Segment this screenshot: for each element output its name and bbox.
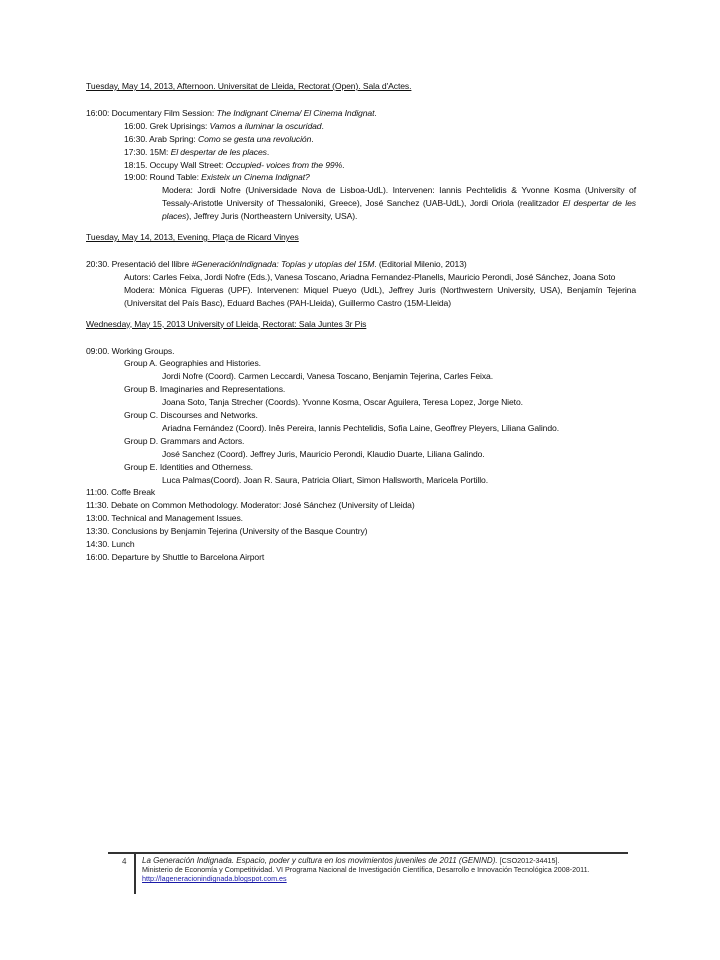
schedule-line — [86, 171, 636, 184]
schedule-section — [86, 318, 636, 564]
footer-funding: Ministerio de Economía y Competitividad. VI Programa Nacional de Investigación Científica, Desarrollo e Innovación Tecnológica 2008-2011. — [142, 865, 590, 875]
italic-title: Existeix un Cinema Indignat? — [201, 172, 310, 183]
italic-title: Como se gesta una revolución — [197, 133, 312, 144]
line-text: 16:00: Documentary Film Session: — [86, 107, 217, 118]
footer-rule — [108, 852, 628, 854]
line-text: 13:30. Conclusions by Benjamin Tejerina (University of the Basque Country) — [86, 526, 368, 537]
schedule-line — [86, 409, 636, 422]
line-text: 16:00. Grek Uprisings: — [124, 120, 210, 131]
line-text: Group B. Imaginaries and Representations. — [124, 384, 286, 395]
schedule-line — [86, 525, 636, 538]
schedule-line — [86, 133, 636, 146]
line-text: . (Editorial Milenio, 2013) — [374, 258, 467, 269]
section-heading: Wednesday, May 15, 2013 University of Lleida, Rectorat: Sala Juntes 3r Pis — [86, 318, 367, 329]
schedule-line — [86, 120, 636, 133]
schedule-line — [86, 551, 636, 564]
schedule-line — [86, 396, 636, 409]
line-text: 09:00. Working Groups. — [86, 345, 175, 356]
schedule-line — [86, 258, 636, 271]
schedule-line — [86, 435, 636, 448]
italic-title: El despertar de les places — [170, 146, 267, 157]
program-body — [86, 80, 636, 572]
line-text: 11:00. Coffe Break — [86, 487, 156, 498]
line-text: . — [321, 120, 324, 131]
line-text: 16:30. Arab Spring: — [124, 133, 198, 144]
line-text: 17:30. 15M: — [124, 146, 171, 157]
schedule-line — [86, 486, 636, 499]
footer-vertical-rule — [134, 854, 136, 894]
line-text: 16:00. Departure by Shuttle to Barcelona Airport — [86, 552, 265, 562]
line-text: Group D. Grammars and Actors. — [124, 435, 245, 446]
line-text: 19:00: Round Table: — [124, 172, 202, 183]
schedule-line — [86, 357, 636, 370]
line-text: Modera: Mònica Figueras (UPF). Intervenen: Miquel Pueyo (UdL), Jeffrey Juris (Northwestern University, USA), Benjamín Tejerina (Universitat del País Basc), Eduard Baches (PAH-Lleida), Guillermo Castro (15M-Lleida) — [124, 284, 636, 308]
schedule-line — [86, 284, 636, 310]
schedule-line — [86, 512, 636, 525]
line-text: . — [266, 146, 270, 157]
schedule-line — [86, 383, 636, 396]
line-text: Group A. Geographies and Histories. — [124, 358, 261, 369]
schedule-line — [86, 538, 636, 551]
italic-title: El despertar de les places — [162, 198, 636, 222]
line-text: . — [342, 159, 345, 170]
line-text: . — [374, 107, 377, 118]
line-text: . — [311, 133, 314, 144]
italic-title: #GeneraciónIndignada: Topías y utopías del 15M — [191, 258, 375, 269]
line-text: Group E. Identities and Otherness. — [124, 461, 253, 472]
schedule-line — [86, 448, 636, 461]
line-text: Jordi Nofre (Coord). Carmen Leccardi, Vanesa Toscano, Benjamin Tejerina, Carles Feixa. — [162, 371, 494, 382]
line-text: 13:00. Technical and Management Issues. — [86, 513, 243, 524]
section-heading: Tuesday, May 14, 2013, Evening. Plaça de Ricard Vinyes — [86, 232, 299, 243]
schedule-line — [86, 271, 636, 284]
schedule-line — [86, 184, 636, 223]
line-text: Group C. Discourses and Networks. — [124, 410, 258, 421]
line-text: 14:30. Lunch — [86, 539, 135, 550]
line-text: 11:30. Debate on Common Methodology. Moderator: José Sánchez (University of Lleida) — [86, 500, 415, 511]
italic-title: Occupied- voices from the 99% — [225, 159, 343, 170]
schedule-section — [86, 80, 636, 223]
schedule-line — [86, 159, 636, 172]
line-text: Joana Soto, Tanja Strecher (Coords). Yvonne Kosma, Oscar Aguilera, Teresa Lopez, Jorge Nieto. — [162, 397, 523, 408]
line-text: 18:15. Occupy Wall Street: — [124, 159, 226, 170]
italic-title: The Indignant Cinema/ El Cinema Indignat — [216, 107, 375, 118]
line-text: Modera: Jordi Nofre (Universidade Nova de Lisboa-UdL). Intervenen: Iannis Pechtelidis & Yvonne Kosma (University of Tessaly-Aristotle University of Thessaloniki, Greece), José Sanchez (UAB-UdL), Jordi Oriola (realitzador — [162, 185, 636, 209]
footer-text — [142, 856, 628, 884]
schedule-line — [86, 370, 636, 383]
schedule-line — [86, 422, 636, 435]
schedule-line — [86, 146, 636, 159]
line-text: Ariadna Fernández (Coord). Inês Pereira, Iannis Pechtelidis, Sofia Laine, Geoffrey Pleyers, Liliana Galindo. — [162, 422, 559, 433]
line-text: ), Jeffrey Juris (Northeastern University, USA). — [186, 211, 358, 222]
footer-blog-link[interactable]: http://lageneracionindignada.blogspot.com.es — [142, 874, 287, 884]
footer-project-code: [CSO2012-34415]. — [497, 856, 560, 865]
schedule-line — [86, 499, 636, 512]
schedule-line — [86, 345, 636, 358]
schedule-line — [86, 474, 636, 487]
italic-title: Vamos a iluminar la oscuridad — [209, 120, 322, 131]
line-text: Luca Palmas(Coord). Joan R. Saura, Patricia Oliart, Simon Hallsworth, Maricela Portillo. — [162, 474, 489, 485]
footer-project-title: La Generación Indignada. Espacio, poder y cultura en los movimientos juveniles de 2011 (GENIND). — [142, 856, 498, 865]
line-text: Autors: Carles Feixa, Jordi Nofre (Eds.), Vanesa Toscano, Ariadna Fernandez-Planells, Mauricio Perondi, José Sánchez, Joana Soto — [124, 271, 616, 282]
line-text: José Sanchez (Coord). Jeffrey Juris, Mauricio Perondi, Klaudio Duarte, Liliana Galindo. — [162, 448, 485, 459]
page-number: 4 — [122, 857, 127, 866]
schedule-line — [86, 461, 636, 474]
line-text: 20:30. Presentació del llibre — [86, 258, 192, 269]
schedule-line — [86, 107, 636, 120]
schedule-section — [86, 231, 636, 310]
section-heading: Tuesday, May 14, 2013, Afternoon. Universitat de Lleida, Rectorat (Open). Sala d'Actes. — [86, 81, 412, 91]
